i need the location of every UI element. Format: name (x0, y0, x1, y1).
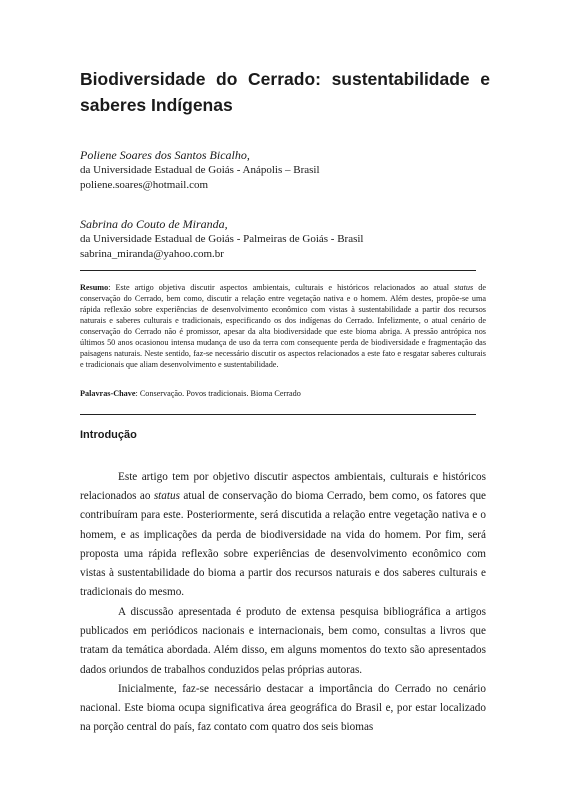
author-affiliation: da Universidade Estadual de Goiás - Anápolis – Brasil (80, 164, 320, 176)
body-paragraph: Inicialmente, faz-se necessário destacar a importância do Cerrado no cenário nacional. Este bioma ocupa significativa área geográfica do Brasil e, por estar localizado na porção central do país, faz contato com quatro dos seis biomas (80, 683, 486, 734)
paragraph-text: atual de conservação do bioma Cerrado, bem como, os fatores que contribuíram para este. Posteriormente, será discutida a relação entre vegetação nativa e o homem, e as implicações da perda de biodiversidade na vida do homem. Por fim, será proposta uma rápida reflexão sobre experiências de desenvolvimento econômico com vistas à sustentabilidade do bioma a partir dos recursos naturais e dos saberes culturais e tradicionais do mesmo. (80, 490, 486, 599)
author-name: Poliene Soares dos Santos Bicalho, (80, 148, 250, 162)
abstract-text: de conservação do Cerrado, bem como, discutir a relação entre vegetação nativa e o homem. Além destes, propõe-se uma rápida reflexão sobre experiências de desenvolvimento econômico com vistas à sustentabilidade a partir dos recursos naturais e saberes culturais e tradicionais, especificando os dos indígenas do Cerrado. Infelizmente, o atual cenário de conservação do Cerrado não é promissor, apesar da alta biodiversidade que este bioma abriga. A pressão antrópica nos últimos 50 anos ocasionou intensa mudança de uso da terra com consequente perda de biodiversidade e fragmentação das paisagens naturais. Neste sentido, faz-se necessário discutir os aspectos relacionados a este fato e resgatar saberes culturais e tradicionais que aliam desenvolvimento e sustentabilidade. (80, 283, 486, 369)
paper-title: Biodiversidade do Cerrado: sustentabilidade e saberes Indígenas (80, 69, 490, 115)
section-heading: Introdução (80, 429, 137, 441)
author-affiliation: da Universidade Estadual de Goiás - Palmeiras de Goiás - Brasil (80, 233, 364, 245)
keywords-text: : Conservação. Povos tradicionais. Bioma Cerrado (135, 389, 301, 398)
status-term: status (153, 490, 180, 503)
author-block-2 (80, 217, 500, 262)
divider-rule (80, 270, 476, 271)
abstract-status-term: status (454, 283, 474, 292)
author-email: poliene.soares@hotmail.com (80, 179, 209, 191)
abstract-label: Resumo (80, 283, 109, 292)
author-email: sabrina_miranda@yahoo.com.br (80, 248, 224, 260)
paragraph-text: Este artigo tem por objetivo discutir aspectos ambientais, culturais e históricos relacionados ao (80, 471, 486, 503)
keywords (80, 388, 486, 399)
body-paragraph (80, 468, 486, 602)
author-name: Sabrina do Couto de Miranda, (80, 217, 228, 231)
abstract-text: : Este artigo objetiva discutir aspectos ambientais, culturais e históricos relacionados ao atual (108, 283, 455, 292)
author-block-1 (80, 148, 500, 193)
keywords-label: Palavras-Chave (80, 389, 136, 398)
abstract (80, 282, 486, 370)
body-paragraph: A discussão apresentada é produto de extensa pesquisa bibliográfica a artigos publicados em periódicos nacionais e internacionais, bem como, consultas a livros que tratam da temática abordada. Além disso, em alguns momentos do texto são apresentados dados oriundos de trabalhos conduzidos pelas próprias autoras. (80, 606, 486, 676)
divider-rule (80, 414, 476, 415)
